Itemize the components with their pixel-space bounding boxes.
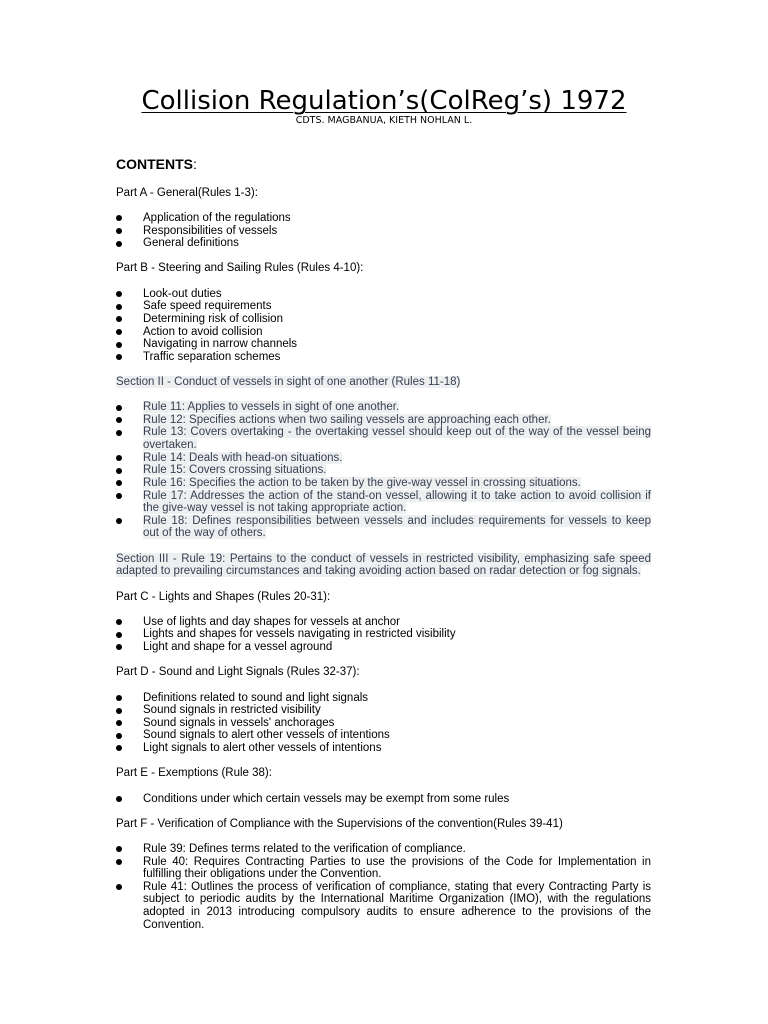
rule-item-body: [143, 515, 651, 540]
list-item: [116, 212, 651, 225]
list-item: [116, 338, 651, 351]
list-item: [116, 742, 651, 755]
rule-item: [116, 881, 651, 932]
bullet-icon: [116, 733, 122, 739]
list-item-text: Safe speed requirements: [143, 300, 272, 313]
rule-item: [116, 464, 651, 477]
list-item-text: General definitions: [143, 237, 239, 250]
list-item: [116, 237, 651, 250]
rule-item: [116, 856, 651, 881]
part-c-heading: Part C - Lights and Shapes (Rules 20-31):: [116, 590, 331, 603]
rule-item-text: Rule 15: Covers crossing situations.: [143, 464, 327, 477]
author-line: CDTS. MAGBANUA, KIETH NOHLAN L.: [295, 114, 473, 126]
bullet-icon: [116, 884, 122, 890]
list-item: [116, 793, 651, 806]
bullet-icon: [116, 695, 122, 701]
rule-item-text: Rule 13: Covers overtaking - the overtaking vessel should keep out of the way of the vessel being overtaken.: [143, 426, 651, 452]
section-ii-list: [116, 401, 651, 540]
bullet-icon: [116, 354, 122, 360]
rule-item: [116, 843, 651, 856]
contents-colon: :: [193, 156, 197, 172]
part-f-list: [116, 843, 651, 931]
list-item: [116, 692, 651, 705]
list-item-text: Light signals to alert other vessels of intentions: [143, 742, 382, 755]
list-item: [116, 313, 651, 326]
rule-item: [116, 452, 651, 465]
bullet-icon: [116, 720, 122, 726]
bullet-icon: [116, 291, 122, 297]
rule-item-text: Rule 41: Outlines the process of verification of compliance, stating that every Contracting Party is subject to periodic audits by the International Maritime Organization (IMO), with the regulations adopted in 2013 introducing compulsory audits to ensure adherence to the provisions of the Convention.: [143, 880, 651, 931]
bullet-icon: [116, 241, 122, 247]
bullet-icon: [116, 329, 122, 335]
section-iii-text: Section III - Rule 19: Pertains to the conduct of vessels in restricted visibility, emphasizing safe speed adapted to prevailing circumstances and taking avoiding action based on radar detection or fog signals.: [116, 552, 651, 578]
rule-item: [116, 426, 651, 451]
list-item-text: Conditions under which certain vessels may be exempt from some rules: [143, 792, 510, 805]
list-item: [116, 704, 651, 717]
bullet-icon: [116, 455, 122, 461]
rule-item-body: [143, 426, 651, 451]
part-e-list: [116, 793, 651, 806]
rule-item-body: [143, 414, 651, 427]
rule-item-text: Rule 40: Requires Contracting Parties to use the provisions of the Code for Implementation in fulfilling their obligations under the Convention.: [143, 855, 651, 881]
list-item-text: Application of the regulations: [143, 211, 291, 224]
part-b-heading: Part B - Steering and Sailing Rules (Rules 4-10):: [116, 262, 364, 275]
list-item: [116, 641, 651, 654]
document-title-text: Collision Regulation’s(ColReg’s) 1972: [141, 86, 627, 116]
rule-item: [116, 477, 651, 490]
bullet-icon: [116, 215, 122, 221]
list-item-text: Action to avoid collision: [143, 325, 263, 338]
list-item-text: Navigating in narrow channels: [143, 338, 298, 351]
list-item: [116, 717, 651, 730]
rule-item-text: Rule 16: Specifies the action to be taken by the give-way vessel in crossing situations.: [143, 476, 581, 489]
list-item-text: Light and shape for a vessel aground: [143, 641, 333, 654]
rule-item-text: Rule 17: Addresses the action of the stand-on vessel, allowing it to take action to avoid collision if the give-way vessel is not taking appropriate action.: [143, 489, 651, 515]
list-item: [116, 351, 651, 364]
rule-item-body: [143, 452, 651, 465]
rule-item-text: Rule 18: Defines responsibilities between vessels and includes requirements for vessels to keep out of the way of others.: [143, 514, 651, 540]
list-item-text: Responsibilities of vessels: [143, 224, 278, 237]
bullet-icon: [116, 632, 122, 638]
rule-item: [116, 414, 651, 427]
bullet-icon: [116, 518, 122, 524]
list-item: [116, 326, 651, 339]
rule-item-text: Rule 11: Applies to vessels in sight of one another.: [143, 401, 400, 414]
rule-item: [116, 401, 651, 414]
rule-item-body: [143, 477, 651, 490]
list-item-text: Determining risk of collision: [143, 312, 283, 325]
bullet-icon: [116, 342, 122, 348]
part-e-heading: Part E - Exemptions (Rule 38):: [116, 767, 272, 780]
part-a-list: [116, 212, 651, 250]
section-iii-paragraph: [116, 553, 651, 578]
bullet-icon: [116, 480, 122, 486]
list-item: [116, 616, 651, 629]
section-ii-heading-text: Section II - Conduct of vessels in sight of one another (Rules 11-18): [116, 376, 461, 388]
rule-item-body: [143, 464, 651, 477]
rule-item-body: [143, 490, 651, 515]
rule-item-text: Rule 14: Deals with head-on situations.: [143, 451, 343, 464]
list-item-text: Look-out duties: [143, 287, 222, 300]
contents-heading: [116, 156, 651, 172]
part-d-list: [116, 692, 651, 755]
bullet-icon: [116, 468, 122, 474]
rule-item-text: Rule 39: Defines terms related to the verification of compliance.: [143, 842, 466, 855]
rule-item-text: Rule 12: Specifies actions when two sailing vessels are approaching each other.: [143, 413, 551, 426]
part-b-list: [116, 288, 651, 364]
bullet-icon: [116, 796, 122, 802]
part-c-list: [116, 616, 651, 654]
list-item-text: Sound signals in vessels' anchorages: [143, 716, 335, 729]
part-a-heading: Part A - General(Rules 1-3):: [116, 186, 258, 199]
bullet-icon: [116, 430, 122, 436]
list-item: [116, 225, 651, 238]
list-item: [116, 729, 651, 742]
list-item: [116, 628, 651, 641]
list-item-text: Traffic separation schemes: [143, 350, 281, 363]
bullet-icon: [116, 708, 122, 714]
bullet-icon: [116, 417, 122, 423]
part-f-heading: Part F - Verification of Compliance with the Supervisions of the convention(Rules 39-41): [116, 817, 563, 830]
bullet-icon: [116, 644, 122, 650]
bullet-icon: [116, 316, 122, 322]
rule-item: [116, 515, 651, 540]
rule-item-body: [143, 401, 651, 414]
bullet-icon: [116, 619, 122, 625]
bullet-icon: [116, 859, 122, 865]
list-item-text: Lights and shapes for vessels navigating in restricted visibility: [143, 628, 456, 641]
list-item: [116, 300, 651, 313]
list-item-text: Definitions related to sound and light signals: [143, 691, 369, 704]
contents-body: [116, 156, 651, 944]
bullet-icon: [116, 493, 122, 499]
document-title: [0, 86, 768, 116]
rule-item: [116, 490, 651, 515]
bullet-icon: [116, 405, 122, 411]
bullet-icon: [116, 228, 122, 234]
part-d-heading: Part D - Sound and Light Signals (Rules 32-37):: [116, 666, 360, 679]
contents-label: CONTENTS: [116, 156, 193, 172]
bullet-icon: [116, 304, 122, 310]
bullet-icon: [116, 846, 122, 852]
list-item: [116, 288, 651, 301]
list-item-text: Use of lights and day shapes for vessels at anchor: [143, 615, 400, 628]
section-ii-heading: [116, 376, 651, 389]
list-item-text: Sound signals to alert other vessels of intentions: [143, 729, 390, 742]
bullet-icon: [116, 745, 122, 751]
list-item-text: Sound signals in restricted visibility: [143, 704, 321, 717]
